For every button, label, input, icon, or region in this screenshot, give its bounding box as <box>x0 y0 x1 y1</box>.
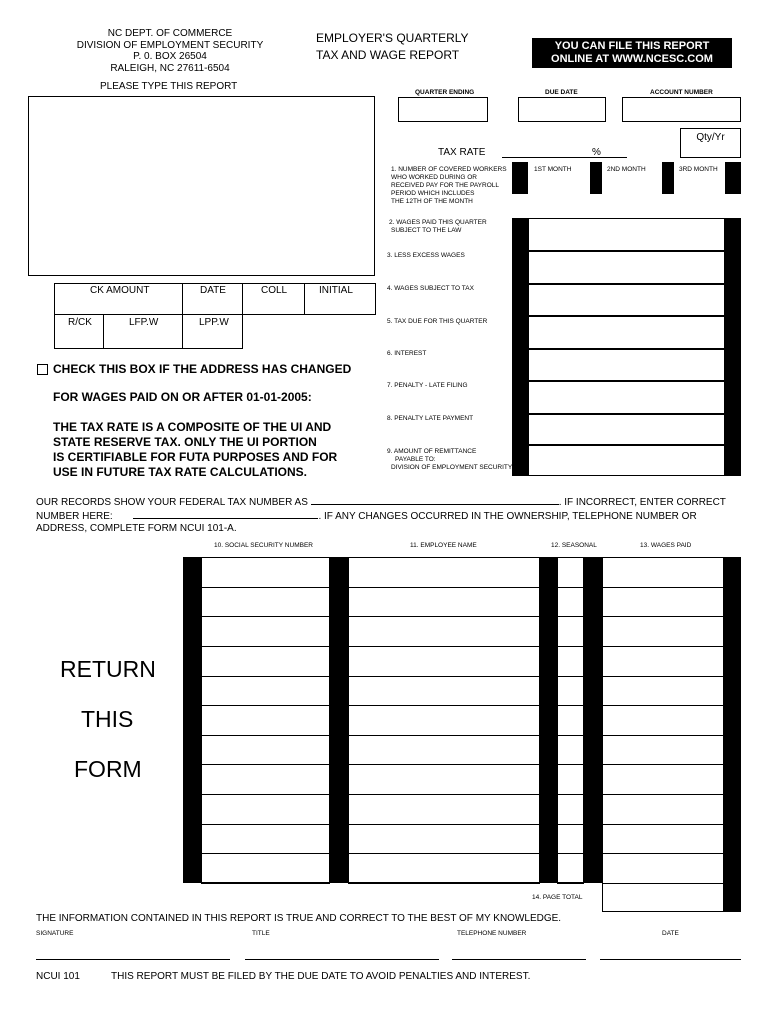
employee-table <box>183 557 741 912</box>
black-bar <box>183 557 201 883</box>
line2-text: 2. WAGES PAID THIS QUARTER <box>389 219 487 226</box>
line9-text: PAYABLE TO: <box>395 456 436 463</box>
wages-paid-cell[interactable] <box>602 587 724 617</box>
notice-line: THE TAX RATE IS A COMPOSITE OF THE UI AND <box>53 420 332 434</box>
rck-label: R/CK <box>68 317 92 328</box>
black-bar <box>512 218 528 476</box>
wages-notice-heading: FOR WAGES PAID ON OR AFTER 01-01-2005: <box>53 390 312 404</box>
please-type-note: PLEASE TYPE THIS REPORT <box>100 81 238 92</box>
line8-label: 8. PENALTY LATE PAYMENT <box>387 415 474 422</box>
ssn-cell[interactable] <box>201 646 330 676</box>
ssn-cell[interactable] <box>201 705 330 735</box>
line7-label: 7. PENALTY - LATE FILING <box>387 382 468 389</box>
black-bar <box>584 557 602 883</box>
agency-line: DIVISION OF EMPLOYMENT SECURITY <box>76 39 264 51</box>
seasonal-cell[interactable] <box>557 705 584 735</box>
percent-sign: % <box>592 147 601 158</box>
ssn-cell[interactable] <box>201 794 330 824</box>
line9-text: DIVISION OF EMPLOYMENT SECURITY <box>391 464 513 471</box>
telephone-line[interactable] <box>452 959 586 960</box>
seasonal-cell[interactable] <box>557 853 584 883</box>
federal-tax-number-line[interactable] <box>311 495 559 505</box>
wages-paid-cell[interactable] <box>602 646 724 676</box>
seasonal-cell[interactable] <box>557 735 584 765</box>
employee-name-cell[interactable] <box>348 557 540 587</box>
employee-name-header: 11. EMPLOYEE NAME <box>410 542 477 549</box>
employee-name-cell[interactable] <box>348 705 540 735</box>
federal-text: OUR RECORDS SHOW YOUR FEDERAL TAX NUMBER AS <box>36 497 308 508</box>
line1-text: THE 12TH OF THE MONTH <box>391 198 473 205</box>
line1-text: PERIOD WHICH INCLUDES <box>391 190 475 197</box>
line1-text: WHO WORKED DURING OR <box>391 174 477 181</box>
lfpw-label: LFP.W <box>129 317 159 328</box>
certification-statement: THE INFORMATION CONTAINED IN THIS REPORT IS TRUE AND CORRECT TO THE BEST OF MY KNOWLEDGE. <box>36 913 562 924</box>
employee-name-cell[interactable] <box>348 853 540 883</box>
notice-line: IS CERTIFIABLE FOR FUTA PURPOSES AND FOR <box>53 450 338 464</box>
row-line <box>348 883 540 884</box>
employee-name-cell[interactable] <box>348 764 540 794</box>
line1-text: 1. NUMBER OF COVERED WORKERS <box>391 166 507 173</box>
online-filing-banner <box>532 38 732 68</box>
seasonal-cell[interactable] <box>557 824 584 854</box>
quarter-ending-label: QUARTER ENDING <box>415 89 475 96</box>
tax-rate-notice <box>53 420 337 480</box>
black-bar <box>540 557 557 883</box>
line3-field[interactable] <box>528 251 725 284</box>
form-word: FORM <box>74 756 142 782</box>
line4-label: 4. WAGES SUBJECT TO TAX <box>387 285 474 292</box>
form-title-line1: EMPLOYER'S QUARTERLY <box>316 31 469 45</box>
signature-label: SIGNATURE <box>36 930 74 937</box>
line8-field[interactable] <box>528 414 725 445</box>
line9-text: 9. AMOUNT OF REMITTANCE <box>387 448 477 455</box>
employee-name-cell[interactable] <box>348 616 540 646</box>
federal-text: ADDRESS, COMPLETE FORM NCUI 101-A. <box>36 523 237 534</box>
seasonal-header: 12. SEASONAL <box>551 542 597 549</box>
line6-label: 6. INTEREST <box>387 350 427 357</box>
ssn-cell[interactable] <box>201 616 330 646</box>
online-banner-line2: ONLINE AT WWW.NCESC.COM <box>551 53 713 65</box>
employee-name-cell[interactable] <box>348 824 540 854</box>
seasonal-cell[interactable] <box>557 676 584 706</box>
lppw-label: LPP.W <box>199 317 229 328</box>
return-word: RETURN <box>60 656 156 682</box>
row-line <box>201 883 330 884</box>
title-line[interactable] <box>245 959 439 960</box>
ssn-cell[interactable] <box>201 587 330 617</box>
line1-label <box>391 166 511 206</box>
wages-paid-cell[interactable] <box>602 705 724 735</box>
divider <box>304 283 305 315</box>
black-bar <box>330 557 348 883</box>
agency-line: RALEIGH, NC 27611-6504 <box>110 62 230 74</box>
ssn-header: 10. SOCIAL SECURITY NUMBER <box>214 542 313 549</box>
date-line[interactable] <box>600 959 741 960</box>
line4-field[interactable] <box>528 284 725 316</box>
page-total-label: 14. PAGE TOTAL <box>532 894 583 901</box>
filing-warning: THIS REPORT MUST BE FILED BY THE DUE DATE TO AVOID PENALTIES AND INTEREST. <box>111 971 531 982</box>
account-number-field[interactable] <box>622 97 741 122</box>
line2-field[interactable] <box>528 218 725 251</box>
quarter-ending-field[interactable] <box>398 97 488 122</box>
tax-rate-label: TAX RATE <box>438 147 486 158</box>
form-title-line2: TAX AND WAGE REPORT <box>316 48 460 62</box>
wages-paid-cell[interactable] <box>602 676 724 706</box>
federal-text: NUMBER HERE: <box>36 511 113 522</box>
ck-amount-label: CK AMOUNT <box>90 285 150 296</box>
employer-address-box[interactable] <box>28 96 375 276</box>
page-total-field[interactable] <box>602 883 724 912</box>
line5-label: 5. TAX DUE FOR THIS QUARTER <box>387 318 488 325</box>
account-number-label: ACCOUNT NUMBER <box>650 89 713 96</box>
ssn-cell[interactable] <box>201 764 330 794</box>
due-date-field[interactable] <box>518 97 606 122</box>
federal-text: . IF INCORRECT, ENTER CORRECT <box>558 497 726 508</box>
employee-name-cell[interactable] <box>348 587 540 617</box>
month3-label: 3RD MONTH <box>679 166 718 173</box>
black-divider <box>590 162 602 194</box>
notice-line: USE IN FUTURE TAX RATE CALCULATIONS. <box>53 465 307 479</box>
correct-tax-number-field[interactable] <box>133 509 318 519</box>
agency-line: P. 0. BOX 26504 <box>133 51 207 62</box>
line6-field[interactable] <box>528 349 725 381</box>
wages-paid-cell[interactable] <box>602 616 724 646</box>
coll-label: COLL <box>261 285 288 296</box>
divider <box>103 314 104 349</box>
wages-paid-cell[interactable] <box>602 853 724 883</box>
employee-name-cell[interactable] <box>348 676 540 706</box>
federal-text: . IF ANY CHANGES OCCURRED IN THE OWNERSHIP, TELEPHONE NUMBER OR <box>318 511 697 522</box>
black-bar <box>724 557 741 912</box>
black-bar <box>725 162 741 194</box>
employee-name-cell[interactable] <box>348 735 540 765</box>
seasonal-cell[interactable] <box>557 616 584 646</box>
line2-label <box>389 219 487 235</box>
qty-yr-label: Qty/Yr <box>696 132 725 143</box>
ssn-cell[interactable] <box>201 824 330 854</box>
notice-line: STATE RESERVE TAX. ONLY THE UI PORTION <box>53 435 317 449</box>
signature-line[interactable] <box>36 959 230 960</box>
date-label: DATE <box>200 285 226 296</box>
employee-name-cell[interactable] <box>348 794 540 824</box>
line9-label <box>387 448 512 472</box>
line9-field[interactable] <box>528 445 725 476</box>
ssn-cell[interactable] <box>201 557 330 587</box>
black-divider <box>662 162 674 194</box>
line3-label: 3. LESS EXCESS WAGES <box>387 252 465 259</box>
ssn-cell[interactable] <box>201 735 330 765</box>
seasonal-cell[interactable] <box>557 557 584 587</box>
wages-paid-cell[interactable] <box>602 557 724 587</box>
tax-rate-line[interactable] <box>502 157 627 158</box>
ssn-cell[interactable] <box>201 853 330 883</box>
wages-paid-cell[interactable] <box>602 794 724 824</box>
wages-paid-header: 13. WAGES PAID <box>640 542 692 549</box>
wages-paid-cell[interactable] <box>602 735 724 765</box>
seasonal-cell[interactable] <box>557 764 584 794</box>
address-changed-label: CHECK THIS BOX IF THE ADDRESS HAS CHANGED <box>53 362 352 376</box>
month1-label: 1ST MONTH <box>534 166 572 173</box>
seasonal-cell[interactable] <box>557 794 584 824</box>
federal-tax-section <box>36 495 756 535</box>
line2-text: SUBJECT TO THE LAW <box>391 227 462 234</box>
month2-label: 2ND MONTH <box>607 166 646 173</box>
agency-address <box>70 28 270 74</box>
form-id: NCUI 101 <box>36 971 80 982</box>
wages-paid-cell[interactable] <box>602 764 724 794</box>
seasonal-cell[interactable] <box>557 587 584 617</box>
wages-paid-cell[interactable] <box>602 824 724 854</box>
title-label: TITLE <box>252 930 270 937</box>
telephone-label: TELEPHONE NUMBER <box>457 930 527 937</box>
line1-text: RECEIVED PAY FOR THE PAYROLL <box>391 182 500 189</box>
agency-line: NC DEPT. OF COMMERCE <box>107 28 233 39</box>
initial-label: INITIAL <box>319 285 353 296</box>
black-bar <box>725 218 741 476</box>
black-bar <box>512 162 528 194</box>
form-title <box>316 30 469 64</box>
this-word: THIS <box>81 706 134 732</box>
employee-name-cell[interactable] <box>348 646 540 676</box>
seasonal-cell[interactable] <box>557 646 584 676</box>
line7-field[interactable] <box>528 381 725 414</box>
line5-field[interactable] <box>528 316 725 349</box>
row-line <box>557 883 584 884</box>
date-sig-label: DATE <box>662 930 679 937</box>
ssn-cell[interactable] <box>201 676 330 706</box>
due-date-label: DUE DATE <box>545 89 578 96</box>
online-banner-line1: YOU CAN FILE THIS REPORT <box>554 40 710 52</box>
qty-yr-field[interactable] <box>680 128 741 158</box>
address-changed-checkbox[interactable] <box>37 364 48 375</box>
